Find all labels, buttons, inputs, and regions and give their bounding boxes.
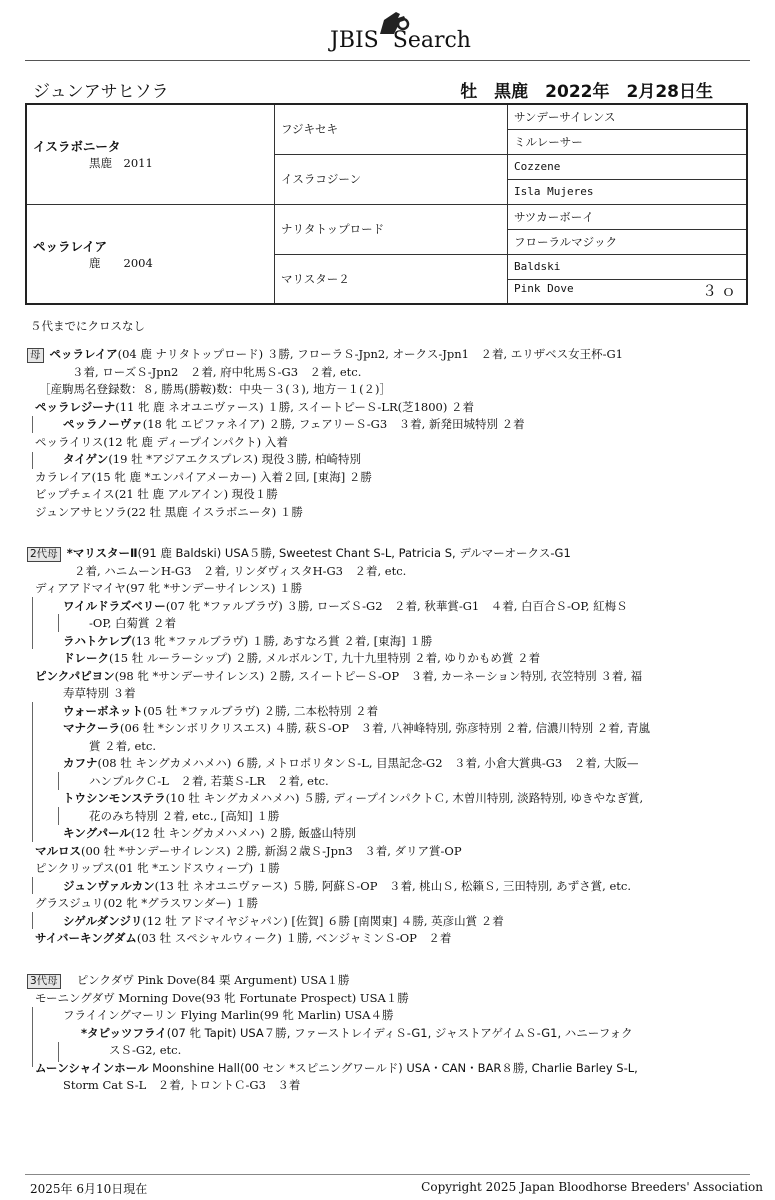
progeny-name[interactable]: トウシンモンステラ — [63, 791, 166, 805]
progeny-record-cont: 寿草特別 ３着 — [63, 686, 136, 700]
dam-entry-name[interactable]: ペッラレイア — [49, 347, 118, 361]
progeny-name[interactable]: ウォーボネット — [63, 703, 144, 718]
copyright: Copyright 2025 Japan Bloodhorse Breeders' Association — [421, 1180, 763, 1194]
tree-line — [32, 702, 33, 842]
progeny-record: (07 牝 Tapit) USA７勝, ファーストレイディＳ-G1, ジャストアゲイムＳ-G1, ハニーフォク — [166, 1025, 633, 1040]
dam2-entry-name[interactable]: *マリスターⅡ — [66, 546, 138, 560]
no-cross-note: ５代までにクロスなし — [30, 319, 145, 333]
progeny-record: Moonshine Hall(00 セン *スピニングワールド) USA・CAN・BAR８勝, Charlie Barley S-L, — [148, 1060, 638, 1075]
progeny-record-cont: Storm Cat S-L ２着, トロントＣ-G3 ３着 — [63, 1078, 301, 1092]
dds-name[interactable]: Baldski — [508, 254, 748, 279]
progeny-line: ディアアドマイヤ(97 牝 *サンデーサイレンス) １勝 — [35, 581, 303, 595]
sds-name[interactable]: Cozzene — [508, 154, 748, 179]
tree-line — [32, 597, 33, 649]
progeny-line: ビップチェイス(21 牡 鹿 アルアイン) 現役１勝 — [35, 487, 278, 501]
progeny-record: (10 牡 キングカメハメハ) ５勝, ディープインパクトＣ, 木曽川特別, 淡路特別, ゆきやなぎ賞, — [165, 791, 644, 805]
ssd-name[interactable]: ミルレーサー — [508, 129, 748, 154]
sdd-name[interactable]: Isla Mujeres — [508, 179, 748, 204]
progeny-line: ジュンアサヒソラ(22 牡 黒鹿 イスラボニータ) １勝 — [35, 504, 303, 519]
progeny-record: (03 牡 スペシャルウィーク) １勝, ベンジャミンＳ-OP ２着 — [136, 931, 452, 945]
dam3-entry[interactable]: ピンクダヴ Pink Dove(84 栗 Argument) USA１勝 — [76, 973, 350, 987]
family-section-dam — [25, 346, 623, 521]
horse-info: 牡 黒鹿 2022年 2月28日生 — [460, 82, 713, 102]
tree-line — [58, 1042, 59, 1062]
horse-logo-icon — [376, 10, 410, 36]
progeny-name[interactable]: タイゲン — [63, 452, 109, 466]
dam-entry-cont: ３着, ローズＳ-Jpn2 ２着, 府中牝馬Ｓ-G3 ２着, etc. — [72, 364, 362, 379]
progeny-line: グラスジュリ(02 牝 *グラスワンダー) １勝 — [35, 896, 258, 910]
family-tag: 母 — [27, 348, 44, 363]
family-section-2nd-dam — [25, 545, 650, 948]
progeny-record-cont: 賞 ２着, etc. — [89, 738, 156, 753]
progeny-record: (05 牡 *ファルブラヴ) ２勝, 二本松特別 ２着 — [143, 703, 379, 718]
logo-text-jbis: JBIS — [330, 28, 379, 53]
progeny-record-cont: ハンブルクＣ-L ２着, 若葉Ｓ-LR ２着, etc. — [89, 773, 329, 788]
dam-cell — [26, 204, 275, 304]
progeny-record: (08 牡 キングカメハメハ) ６勝, メトロポリタンＳ-L, 目黒記念-G2 ３着, 小倉大賞典-G3 ２着, 大阪— — [97, 756, 639, 770]
sire-info: 黒鹿 2011 — [89, 156, 153, 171]
progeny-name[interactable]: マナクーラ — [63, 721, 121, 735]
progeny-record-cont: -OP, 白菊賞 ２着 — [89, 616, 177, 630]
sire-dam-name[interactable]: イスラコジーン — [275, 154, 508, 204]
progeny-record-cont: 花のみち特別 ２着, etc., [高知] １勝 — [89, 808, 280, 823]
progeny-line: モーニングダヴ Morning Dove(93 牝 Fortunate Prospect) USA１勝 — [35, 990, 409, 1005]
header-divider — [25, 60, 750, 61]
tree-line — [32, 877, 33, 894]
progeny-record: (00 牡 *サンデーサイレンス) ２勝, 新潟２歳Ｓ-Jpn3 ３着, ダリア賞-OP — [81, 843, 462, 858]
dam-info: 鹿 2004 — [89, 255, 153, 270]
progeny-name[interactable]: ジュンヴァルカン — [63, 878, 155, 893]
progeny-line: フライイングマーリン Flying Marlin(99 牝 Marlin) USA４勝 — [63, 1008, 394, 1022]
dam2-entry-cont: ２着, ハニムーンH-G3 ２着, リンダヴィスタH-G3 ２着, etc. — [74, 563, 407, 578]
progeny-name[interactable]: ピンクパピヨン — [35, 668, 115, 683]
progeny-name[interactable]: カフナ — [63, 756, 98, 770]
progeny-record: (12 牡 キングカメハメハ) ２勝, 飯盛山特別 — [130, 826, 357, 840]
progeny-record: (13 牝 *ファルブラヴ) １勝, あすなろ賞 ２着, [東海] １勝 — [131, 633, 433, 648]
progeny-record: (06 牡 *シンボリクリスエス) ４勝, 萩Ｓ-OP ３着, 八神峰特別, 弥彦特別 ２着, 信濃川特別 ２着, 青嵐 — [120, 721, 651, 735]
progeny-record-cont: スＳ-G2, etc. — [109, 1043, 182, 1057]
tree-line — [32, 452, 33, 469]
tree-line — [58, 614, 59, 632]
sire-sire-name[interactable]: フジキセキ — [275, 104, 508, 154]
progeny-record: (12 牡 アドマイヤジャパン) [佐賀] ６勝 [南関東] ４勝, 英彦山賞 ２着 — [142, 913, 504, 928]
progeny-record: (13 牡 ネオユニヴァース) ５勝, 阿蘇Ｓ-OP ３着, 桃山Ｓ, 松籟Ｓ, 三田特別, あずさ賞, etc. — [154, 878, 632, 893]
jbis-logo[interactable] — [330, 10, 470, 54]
progeny-name[interactable]: シゲルダンジリ — [63, 913, 143, 928]
dam-name[interactable]: ペッラレイア — [33, 238, 108, 254]
ddd-name[interactable]: Pink Dove — [514, 281, 574, 295]
progeny-line: ピンクリップス(01 牝 *エンドスウィープ) １勝 — [35, 861, 280, 875]
tree-line — [58, 807, 59, 825]
ddd-cell — [508, 279, 748, 304]
progeny-name[interactable]: ドレーク — [63, 651, 109, 665]
dam-progeny-summary: ［産駒馬名登録数：８, 勝馬(勝鞍)数：中央－３(３), 地方－１(２)］ — [39, 382, 392, 396]
progeny-name[interactable]: *タピッツフライ — [81, 1025, 167, 1040]
progeny-line: カラレイア(15 牝 鹿 *エンパイアメーカー) 入着２回, [東海] ２勝 — [35, 469, 372, 484]
horse-name: ジュンアサヒソラ — [33, 82, 169, 102]
sire-cell — [26, 104, 275, 204]
family-tag: 2代母 — [27, 547, 61, 562]
dam-entry-record: (04 鹿 ナリタトップロード) ３勝, フローラＳ-Jpn2, オークス-Jpn1 ２着, エリザベス女王杯-G1 — [117, 347, 623, 361]
progeny-name[interactable]: ラハトケレブ — [63, 633, 132, 648]
cross-mark: ３ｏ — [701, 281, 740, 300]
dam-sire-name[interactable]: ナリタトップロード — [275, 204, 508, 254]
family-section-3rd-dam — [25, 972, 638, 1095]
progeny-record: (15 牡 ルーラーシップ) ２勝, メルボルンＴ, 九十九里特別 ２着, ゆりかもめ賞 ２着 — [109, 651, 541, 665]
as-of-date: 2025年 6月10日現在 — [30, 1182, 148, 1196]
family-tag: 3代母 — [27, 974, 61, 989]
dsd-name[interactable]: フローラルマジック — [508, 229, 748, 254]
progeny-name[interactable]: ムーンシャインホール — [35, 1060, 149, 1075]
progeny-name[interactable]: ワイルドラズベリー — [63, 598, 166, 613]
tree-line — [32, 912, 33, 929]
dam2-entry-record: (91 鹿 Baldski) USA５勝, Sweetest Chant S-L, Patricia S, デルマーオークス-G1 — [137, 546, 571, 560]
dss-name[interactable]: サツカーボーイ — [508, 204, 748, 229]
tree-line — [32, 416, 33, 433]
sss-name[interactable]: サンデーサイレンス — [508, 104, 748, 129]
sire-name[interactable]: イスラボニータ — [33, 139, 121, 155]
progeny-name[interactable]: ペッラノーヴァ — [63, 417, 143, 431]
progeny-record: (98 牝 *サンデーサイレンス) ２勝, スイートピーＳ-OP ３着, カーネーション特別, 衣笠特別 ３着, 福 — [114, 668, 643, 683]
progeny-name[interactable]: サイバーキングダム — [35, 931, 137, 945]
progeny-record: (18 牝 エピファネイア) ２勝, フェアリーＳ-G3 ３着, 新発田城特別 ２着 — [142, 417, 525, 431]
progeny-name[interactable]: ペッラレジーナ — [35, 399, 116, 414]
dam-dam-name[interactable]: マリスター２ — [275, 254, 508, 304]
pedigree-table — [25, 103, 748, 305]
tree-line — [58, 772, 59, 790]
tree-line — [32, 1007, 33, 1067]
logo-text-search: Search — [392, 28, 471, 53]
progeny-record: (19 牡 *アジアエクスプレス) 現役３勝, 柏崎特別 — [108, 452, 361, 466]
progeny-record: (07 牝 *ファルブラヴ) ３勝, ローズＳ-G2 ２着, 秋華賞-G1 ４着, 白百合Ｓ-OP, 紅梅Ｓ — [165, 598, 628, 613]
progeny-record: (11 牝 鹿 ネオユニヴァース) １勝, スイートピーＳ-LR(芝1800) ２着 — [115, 399, 474, 414]
progeny-name[interactable]: キングパール — [63, 826, 131, 840]
footer-divider — [25, 1174, 750, 1175]
progeny-name[interactable]: マルロス — [35, 843, 81, 858]
progeny-line: ペッライリス(12 牝 鹿 ディープインパクト) 入着 — [35, 434, 288, 449]
